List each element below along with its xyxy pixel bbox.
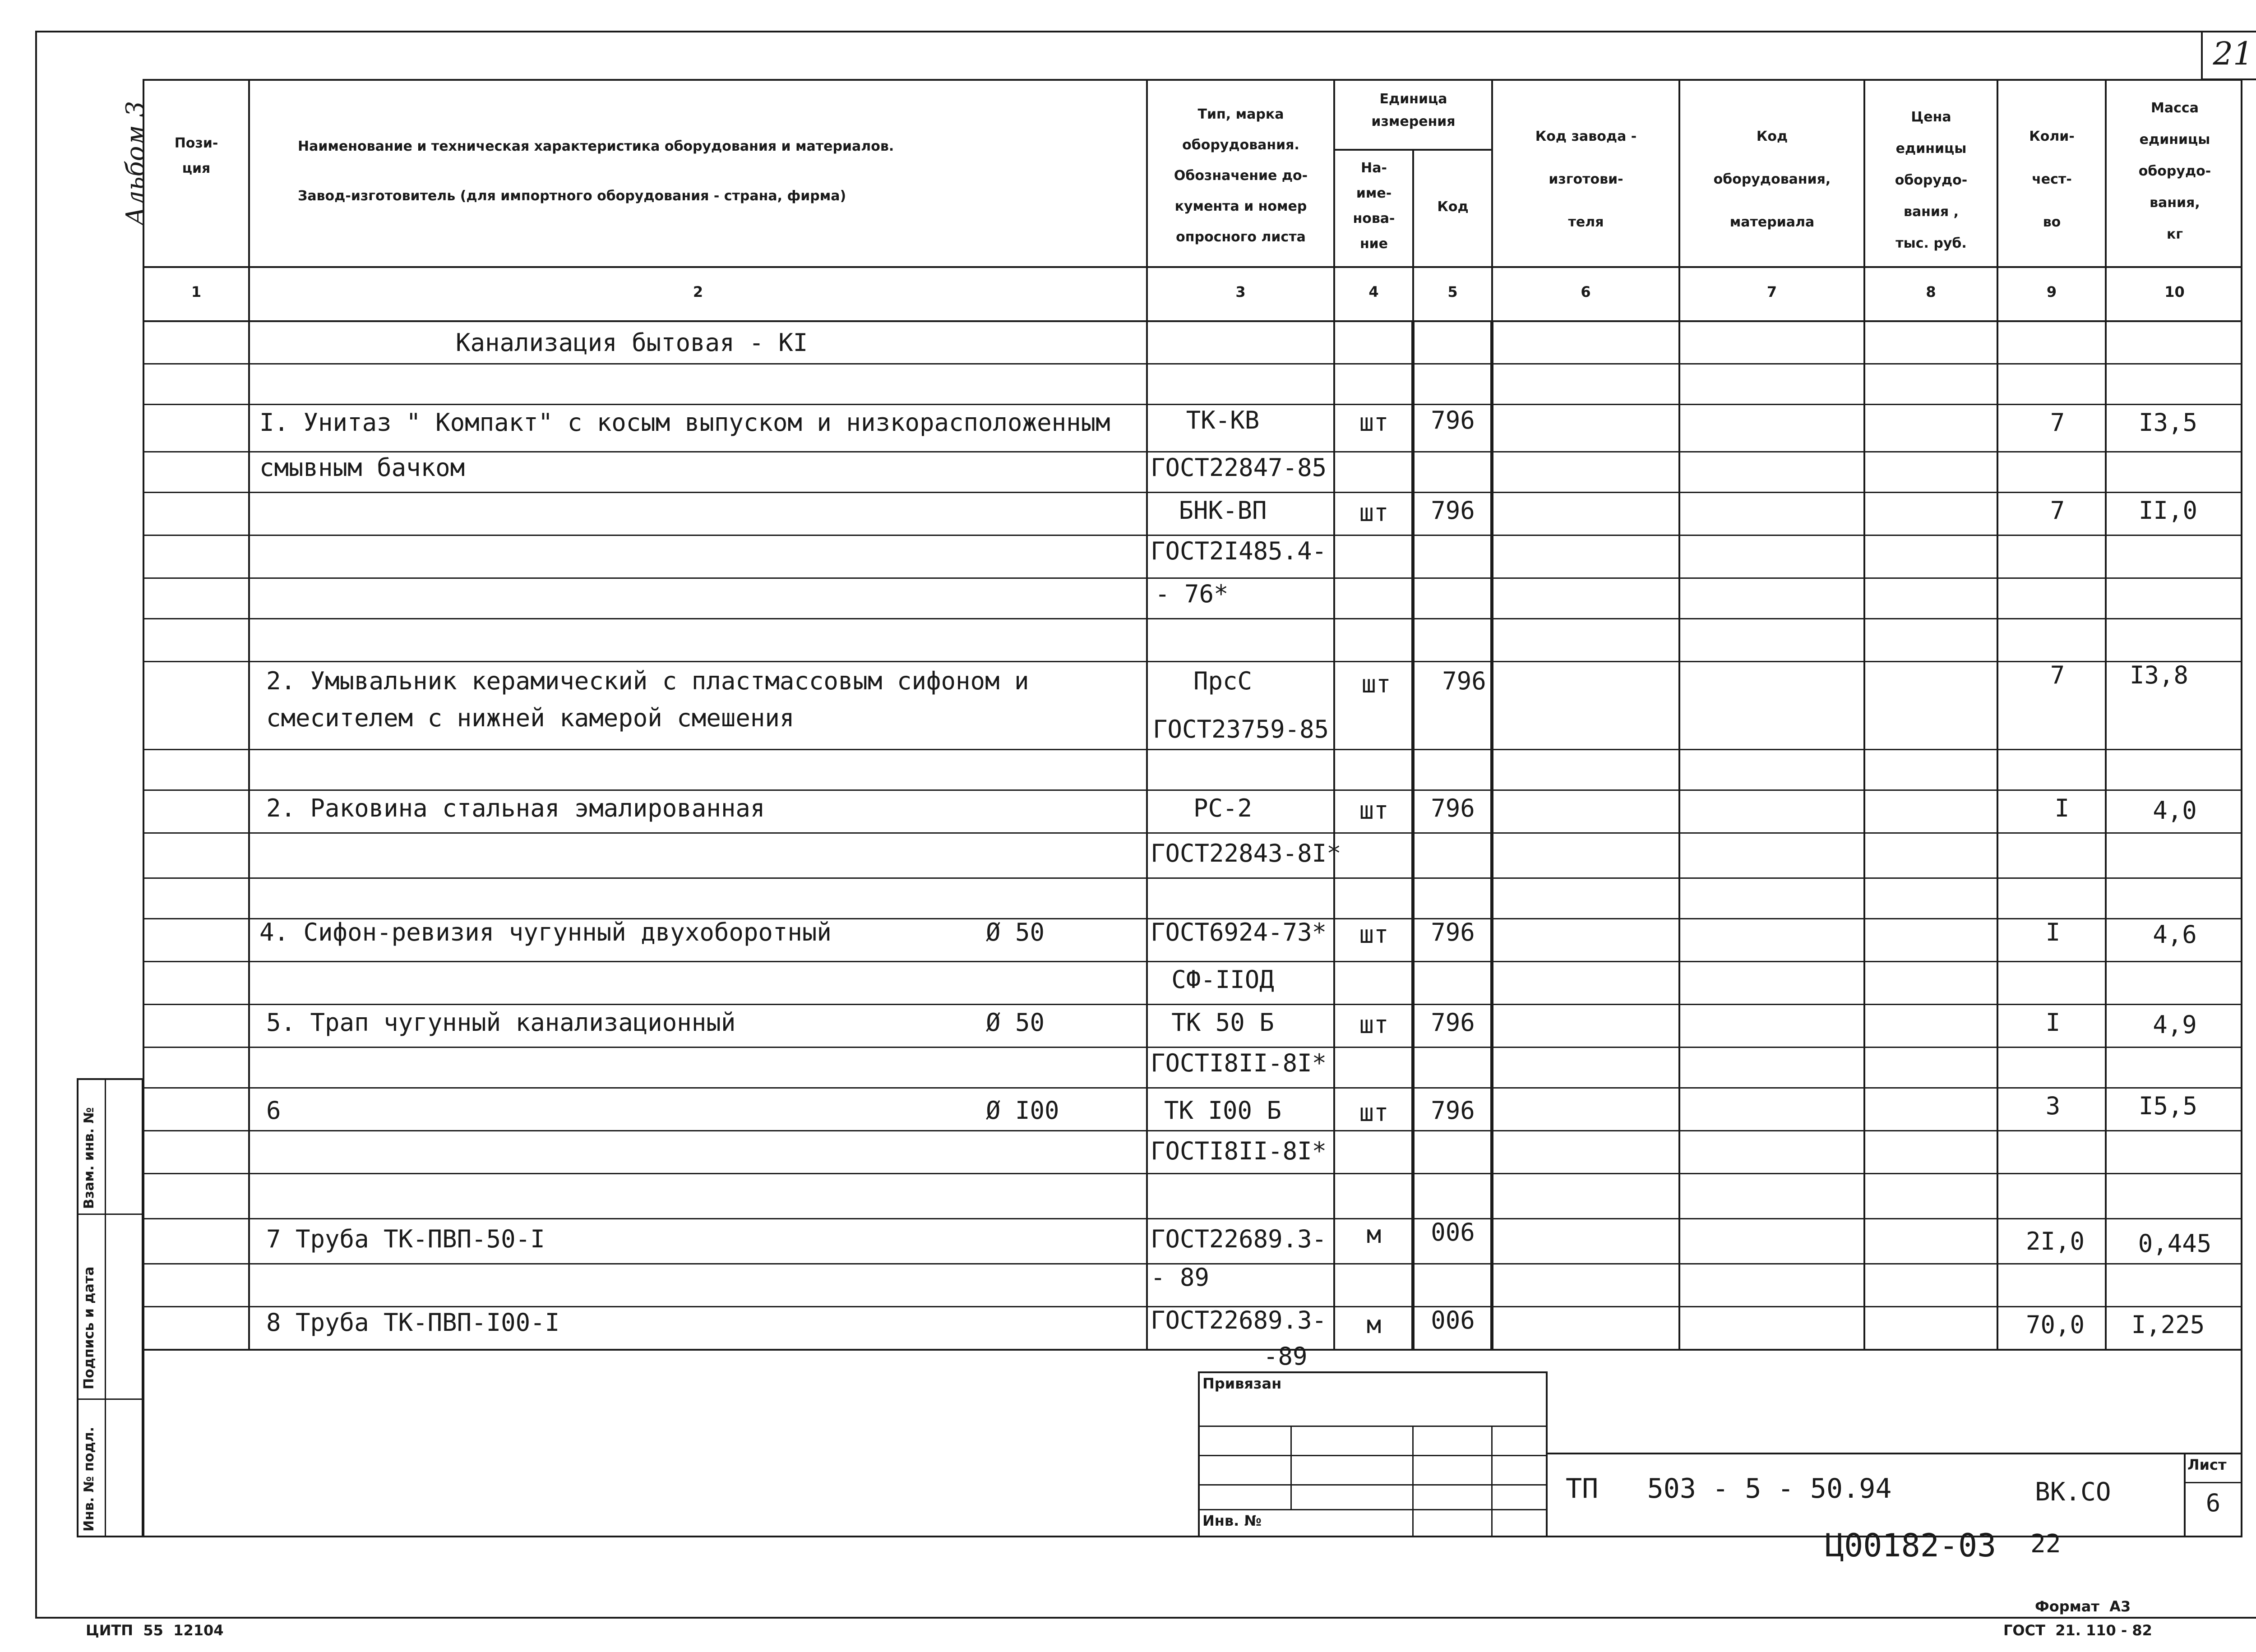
item-mass: 4,9 bbox=[2153, 1011, 2197, 1039]
item-type: РС-2 bbox=[1193, 794, 1253, 822]
item-type: ГОСТ23759-85 bbox=[1153, 715, 1329, 743]
row-line bbox=[143, 961, 2242, 962]
item-unit: шт bbox=[1359, 498, 1389, 527]
item-code: 796 bbox=[1431, 1008, 1475, 1037]
colnum-6: 6 bbox=[1581, 283, 1591, 300]
item-mass: II,0 bbox=[2138, 496, 2198, 525]
archive-suffix: 22 bbox=[2030, 1529, 2061, 1559]
row-line bbox=[143, 492, 2242, 493]
sheet-number: 6 bbox=[2205, 1489, 2221, 1517]
row-line bbox=[143, 1173, 2242, 1174]
stamp-line bbox=[1198, 1455, 1548, 1456]
item-type: ГОСТ22847-85 bbox=[1151, 453, 1327, 482]
row-line bbox=[143, 618, 2242, 619]
item-name: 2. Умывальник керамический с пластмассовым сифоном и bbox=[266, 667, 1029, 695]
header-pos: Пози- ция bbox=[174, 135, 218, 176]
item-name: 4. Сифон-ревизия чугунный двухоборотный bbox=[259, 918, 832, 946]
item-type: БНК-ВП bbox=[1179, 496, 1267, 525]
item-unit: шт bbox=[1359, 1011, 1389, 1039]
item-code: 796 bbox=[1431, 794, 1475, 822]
item-code: 796 bbox=[1431, 918, 1475, 946]
item-mass: 0,445 bbox=[2138, 1229, 2212, 1258]
row-line bbox=[143, 404, 2242, 405]
row-line bbox=[143, 832, 2242, 834]
header-qty: Коли- чест- во bbox=[2029, 129, 2075, 230]
stamp-line bbox=[1198, 1484, 1548, 1486]
row-line bbox=[143, 1004, 2242, 1005]
footer-left: ЦИТП 55 12104 bbox=[86, 1622, 224, 1639]
stamp-vline bbox=[1491, 1426, 1493, 1537]
row-line bbox=[143, 535, 2242, 536]
item-type: - 76* bbox=[1155, 580, 1229, 608]
item-name: смесителем с нижней камерой смешения bbox=[266, 704, 795, 732]
item-name: 2. Раковина стальная эмалированная bbox=[266, 794, 765, 822]
item-qty: 3 bbox=[2045, 1092, 2061, 1120]
item-name: 6 bbox=[266, 1096, 281, 1125]
side-label-replace: Взам. инв. № bbox=[81, 1107, 97, 1209]
item-mass: 4,0 bbox=[2153, 796, 2197, 825]
row-line bbox=[143, 577, 2242, 579]
item-code: 796 bbox=[1431, 496, 1475, 525]
item-name: 7 Труба ТК-ПВП-50-I bbox=[266, 1225, 545, 1253]
item-name: смывным бачком bbox=[259, 453, 465, 482]
header-unit-name: На- име- нова- ние bbox=[1353, 160, 1395, 252]
item-type: - 89 bbox=[1151, 1263, 1210, 1292]
item-code: 796 bbox=[1431, 406, 1475, 434]
item-unit: шт bbox=[1359, 1098, 1389, 1127]
item-type: ГОСТ2I485.4- bbox=[1151, 537, 1327, 565]
item-type: ТК-КВ bbox=[1186, 406, 1260, 434]
col-line-7 bbox=[1863, 79, 1865, 1349]
item-type: СФ-IIОД bbox=[1171, 965, 1274, 994]
unit-header-divider bbox=[1333, 149, 1491, 151]
item-unit: м bbox=[1366, 1220, 1382, 1249]
item-unit: шт bbox=[1359, 408, 1389, 437]
item-mass: I,225 bbox=[2131, 1311, 2205, 1339]
side-strip-divider bbox=[105, 1078, 106, 1537]
archive-number: Ц00182-03 bbox=[1825, 1527, 1997, 1564]
side-strip-line bbox=[77, 1398, 143, 1400]
colnum-7: 7 bbox=[1766, 283, 1777, 300]
item-diameter: Ø 50 bbox=[986, 918, 1045, 946]
privyazan-label: Привязан bbox=[1202, 1375, 1282, 1392]
item-mass: I3,5 bbox=[2138, 408, 2198, 437]
page-number: 21 bbox=[2213, 35, 2253, 72]
row-line bbox=[143, 451, 2242, 452]
item-type: ГОСТI8II-8I* bbox=[1151, 1049, 1327, 1077]
item-code: 006 bbox=[1431, 1218, 1475, 1246]
colnum-9: 9 bbox=[2046, 283, 2057, 300]
number-row-line bbox=[143, 320, 2242, 322]
item-mass: I3,8 bbox=[2129, 661, 2189, 689]
item-qty: 2I,0 bbox=[2025, 1227, 2085, 1255]
side-label-signature: Подпись и дата bbox=[81, 1266, 97, 1389]
item-type: ПрсС bbox=[1193, 667, 1253, 695]
document-mark: ВК.СО bbox=[2035, 1477, 2111, 1507]
row-line bbox=[143, 363, 2242, 365]
item-diameter: Ø I00 bbox=[986, 1096, 1059, 1125]
colnum-10: 10 bbox=[2164, 283, 2185, 300]
row-line bbox=[143, 877, 2242, 879]
row-line bbox=[143, 1130, 2242, 1131]
header-equipment-code: Код оборудования, материала bbox=[1713, 129, 1831, 230]
header-name: Наименование и техническая характеристика оборудования и материалов. Завод-изготовитель (для импортного оборудования - страна, фирма) bbox=[298, 138, 894, 204]
item-type: -89 bbox=[1263, 1342, 1308, 1371]
item-code: 006 bbox=[1431, 1306, 1475, 1334]
row-line bbox=[143, 1218, 2242, 1219]
item-unit: шт bbox=[1359, 920, 1389, 949]
side-label-inventory: Инв. № подл. bbox=[81, 1426, 97, 1532]
colnum-2: 2 bbox=[693, 283, 703, 300]
col-line-1 bbox=[248, 79, 250, 1349]
item-qty: 7 bbox=[2050, 496, 2065, 525]
item-code: 796 bbox=[1431, 1096, 1475, 1125]
colnum-8: 8 bbox=[1926, 283, 1936, 300]
col-line-8 bbox=[1997, 79, 1998, 1349]
header-mass: Масса единицы оборудо- вания, кг bbox=[2138, 100, 2211, 242]
item-unit: шт bbox=[1359, 796, 1389, 825]
item-type: ГОСТ6924-73* bbox=[1151, 918, 1327, 946]
col-line-3 bbox=[1333, 79, 1335, 1349]
colnum-5: 5 bbox=[1447, 283, 1458, 300]
item-qty: I bbox=[2045, 918, 2061, 946]
colnum-4: 4 bbox=[1368, 283, 1379, 300]
item-name: I. Унитаз " Компакт" с косым выпуском и низкорасположенным bbox=[259, 408, 1110, 437]
inv-no-label: Инв. № bbox=[1202, 1512, 1262, 1529]
item-mass: 4,6 bbox=[2153, 920, 2197, 949]
item-type: ТК 50 Б bbox=[1171, 1008, 1274, 1037]
header-unit: Единица измерения bbox=[1371, 91, 1456, 129]
code-col-right-thick bbox=[1490, 320, 1493, 1349]
item-unit: м bbox=[1366, 1311, 1382, 1339]
item-code: 796 bbox=[1442, 667, 1486, 695]
item-mass: I5,5 bbox=[2138, 1092, 2198, 1120]
header-price: Цена единицы оборудо- вания , тыс. руб. bbox=[1895, 109, 1968, 251]
colnum-1: 1 bbox=[191, 283, 202, 300]
item-name: 8 Труба ТК-ПВП-I00-I bbox=[266, 1308, 560, 1337]
col-line-6 bbox=[1678, 79, 1680, 1349]
item-diameter: Ø 50 bbox=[986, 1008, 1045, 1037]
header-type: Тип, марка оборудования. Обозначение до- кумента и номер опросного листа bbox=[1174, 106, 1308, 245]
sheet-box-mid-line bbox=[2184, 1482, 2242, 1483]
colnum-3: 3 bbox=[1235, 283, 1246, 300]
footer-format: Формат А3 bbox=[2035, 1598, 2131, 1615]
stamp-vline bbox=[1290, 1426, 1292, 1509]
code-col-left-thick bbox=[1411, 320, 1415, 1349]
header-unit-code: Код bbox=[1437, 199, 1469, 215]
item-type: ТК I00 Б bbox=[1164, 1096, 1282, 1125]
footer-gost: ГОСТ 21. 110 - 82 bbox=[2003, 1622, 2152, 1639]
item-unit: шт bbox=[1361, 670, 1391, 698]
item-type: ГОСТI8II-8I* bbox=[1151, 1137, 1327, 1165]
row-line bbox=[143, 1087, 2242, 1089]
titleblock-top-line bbox=[1548, 1453, 2242, 1454]
section-title: Канализация бытовая - КI bbox=[456, 328, 808, 357]
col-line-9 bbox=[2105, 79, 2107, 1349]
item-qty: 70,0 bbox=[2025, 1311, 2085, 1339]
item-type: ГОСТ22689.3- bbox=[1151, 1306, 1327, 1334]
row-line bbox=[143, 789, 2242, 791]
sheet-label: Лист bbox=[2187, 1456, 2227, 1473]
item-qty: I bbox=[2054, 794, 2070, 822]
item-qty: 7 bbox=[2050, 408, 2065, 437]
header-factory-code: Код завода - изготови- теля bbox=[1535, 129, 1637, 230]
row-line bbox=[143, 749, 2242, 750]
item-name: 5. Трап чугунный канализационный bbox=[266, 1008, 736, 1037]
stamp-line bbox=[1198, 1426, 1548, 1427]
row-line bbox=[143, 661, 2242, 662]
table-body-bottom bbox=[143, 1349, 2242, 1351]
stamp-vline bbox=[1412, 1426, 1414, 1537]
col-line-2 bbox=[1146, 79, 1148, 1349]
header-bottom-line bbox=[143, 266, 2242, 268]
side-strip-line bbox=[77, 1214, 143, 1215]
item-qty: I bbox=[2045, 1008, 2061, 1037]
album-label: Альбом 3 bbox=[121, 101, 150, 226]
document-code: ТП 503 - 5 - 50.94 bbox=[1566, 1473, 1892, 1504]
item-type: ГОСТ22843-8I* bbox=[1151, 839, 1341, 868]
item-qty: 7 bbox=[2050, 661, 2065, 689]
row-line bbox=[143, 1047, 2242, 1048]
stamp-line bbox=[1198, 1509, 1548, 1510]
item-type: ГОСТ22689.3- bbox=[1151, 1225, 1327, 1253]
